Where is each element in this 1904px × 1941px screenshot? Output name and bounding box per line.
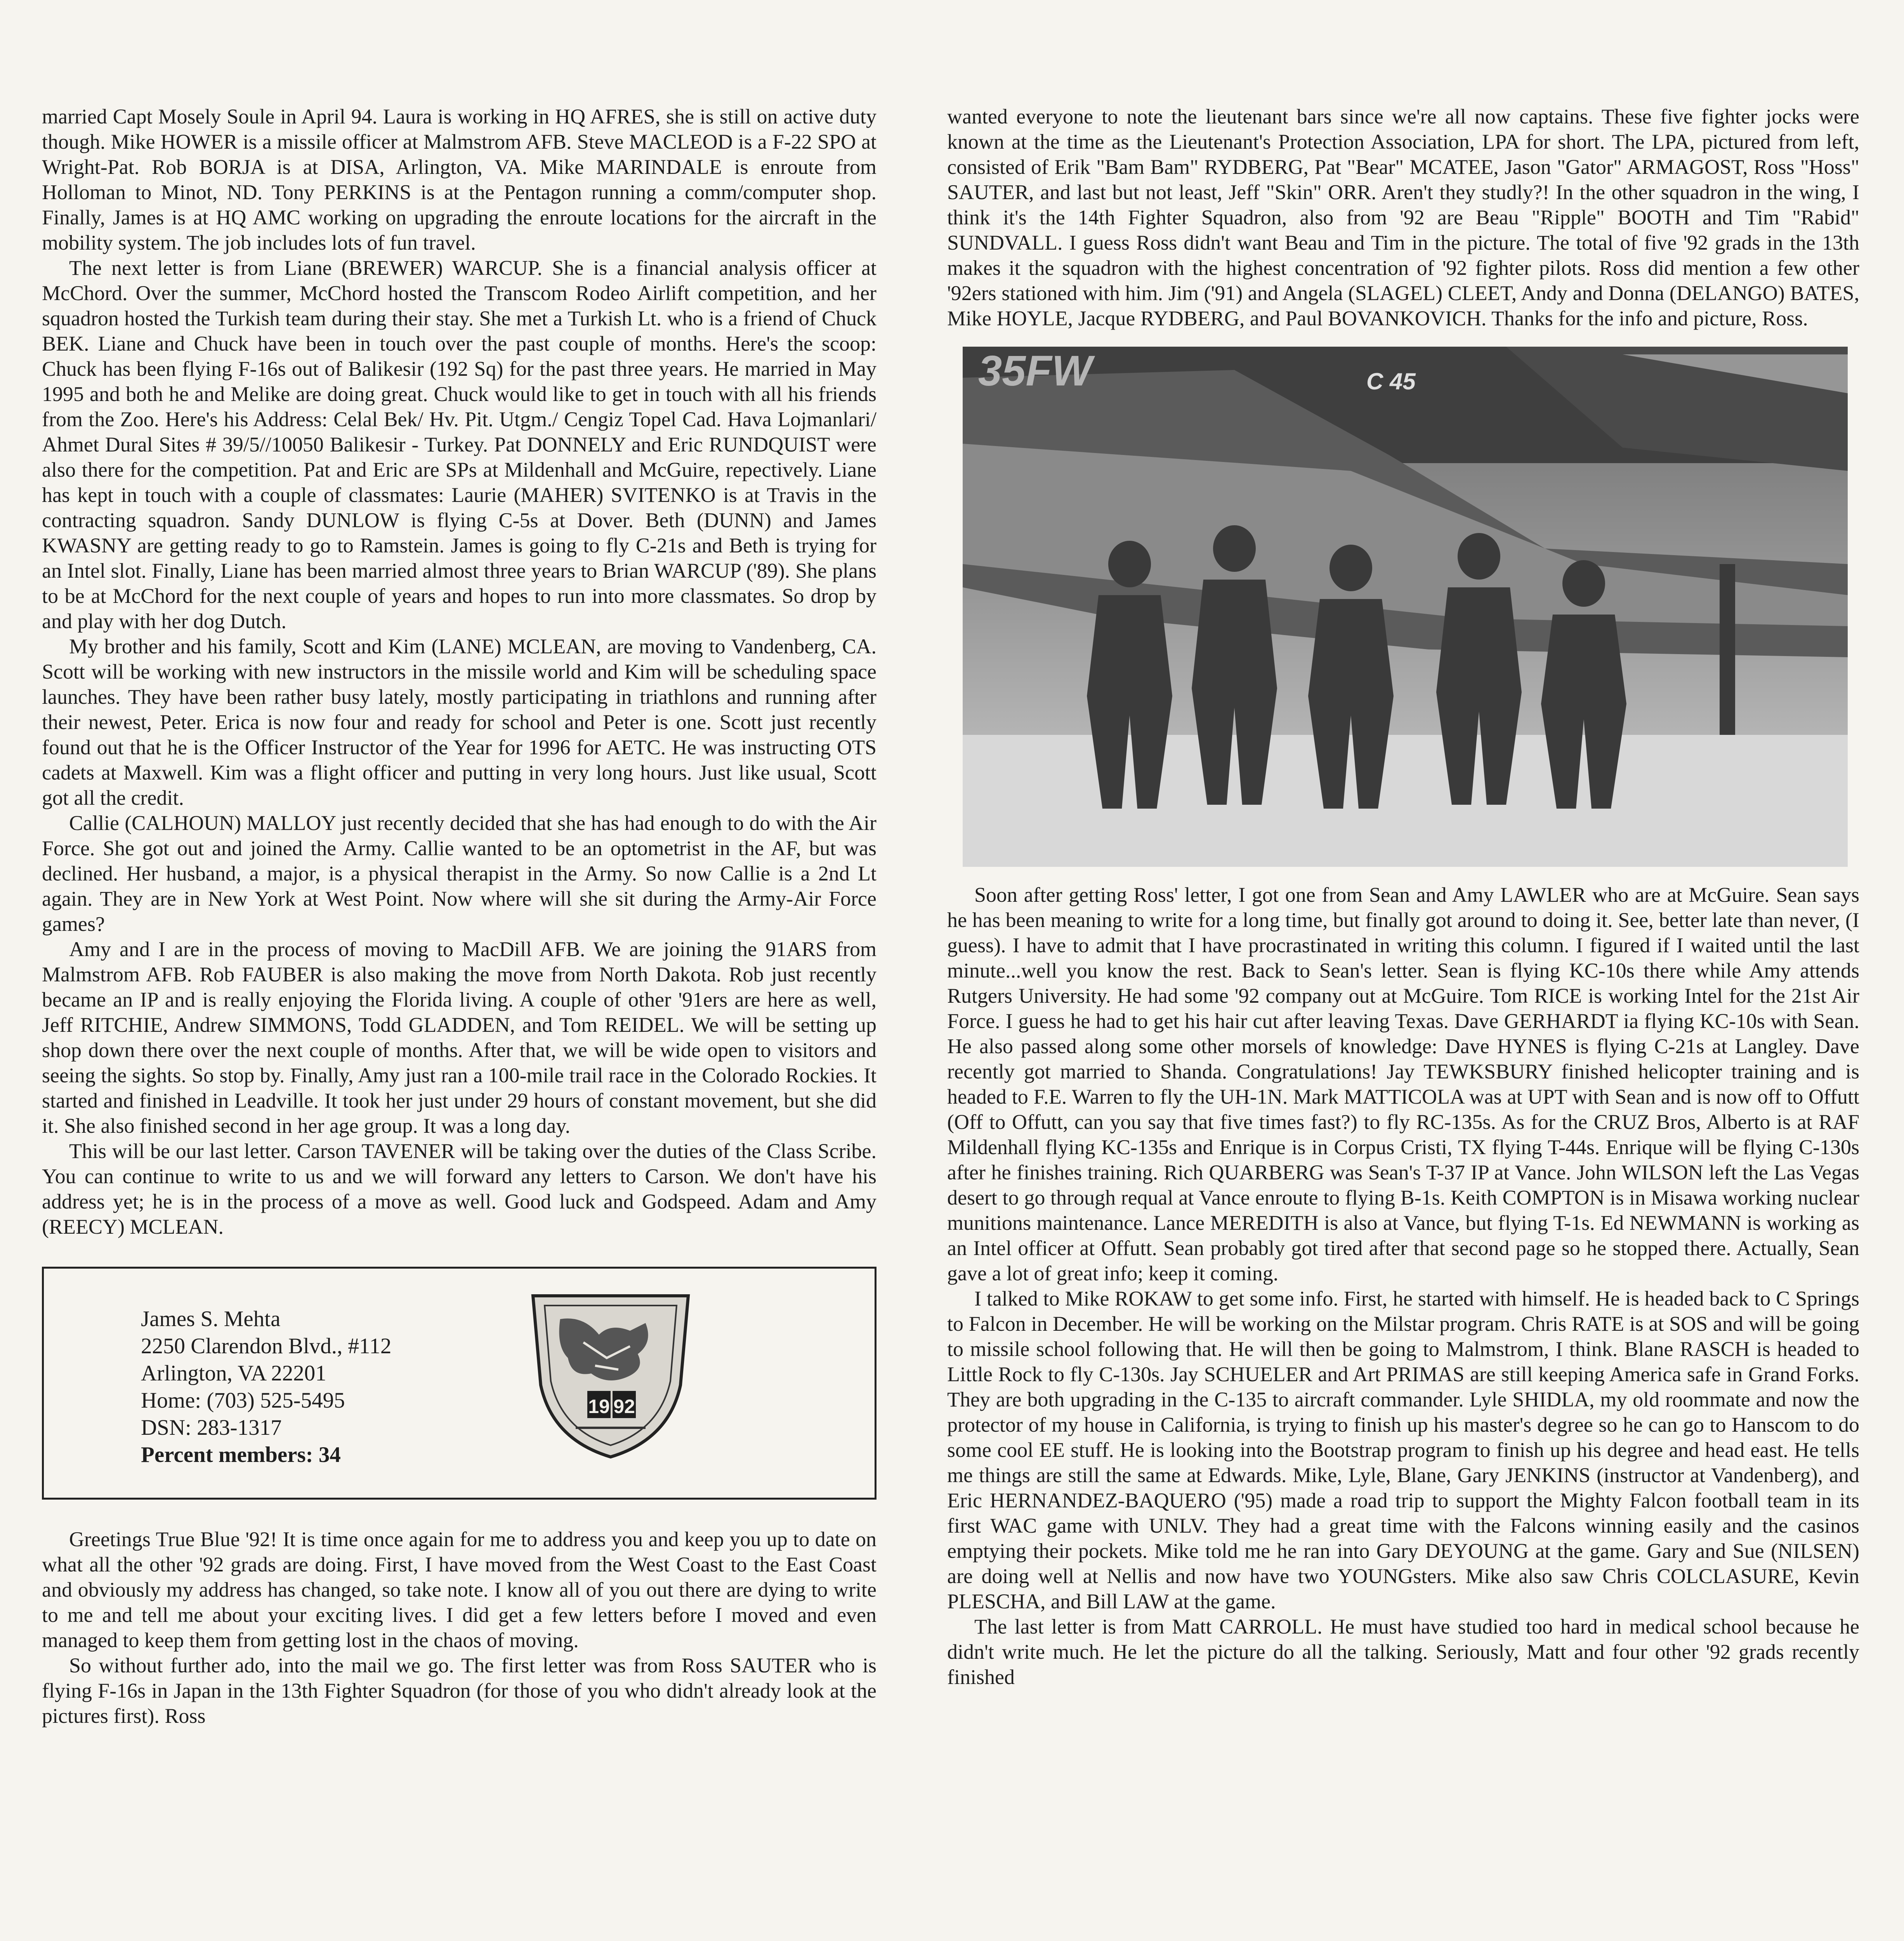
- pilots-photo: [963, 347, 1848, 867]
- aircraft-tail-marking: 35FW: [978, 347, 1092, 395]
- scribe-city: Arlington, VA 22201: [141, 1361, 326, 1385]
- scribe-name: James S. Mehta: [141, 1307, 281, 1331]
- scribe-contact: [141, 1306, 391, 1469]
- paragraph: I talked to Mike ROKAW to get some info. First, he started with himself. He is headed back to C Springs to Falcon in December. He will be working on the Milstar program. Chris RATE is at SOS and will be going to missile school following that. He will then be going to Malmstrom, I think. Blane RASCH is headed to Little Rock to fly C-130s. Jay SCHUELER and Art PRIMAS are still keeping America safe in Grand Forks. They are both upgrading in the C-135 to aircraft commander. Lyle SHIDLA, my old roommate and now the protector of my house in California, is trying to finish up his master's degree so he can go to Hanscom to do some cool EE stuff. He is looking into the Bootstrap program to finish up his degree and head east. He tells me things are still the same at Edwards. Mike, Lyle, Blane, Gary JENKINS (instructor at Vandenberg), and Eric HERNANDEZ-BAQUERO ('95) made a road trip to support the Mighty Falcon football team in its first WAC game with UNLV. They had a great time with the Falcons winning easily and the casinos emptying their pockets. Mike told me he ran into Gary DEYOUNG at the game. Gary and Sue (NILSEN) are doing well at Nellis and now have two YOUNGsters. Mike also saw Chris COLCLASURE, Kevin PLESCHA, and Bill LAW at the game.: [947, 1287, 1859, 1613]
- percent-members: Percent members: 34: [141, 1443, 341, 1467]
- paragraph: Soon after getting Ross' letter, I got one from Sean and Amy LAWLER who are at McGuire. Sean says he has been meaning to write for a long time, but finally got around to doing it. See, better late than never, (I guess). I have to admit that I have procrastinated in writing this column. I figured if I waited until the last minute...well you know the rest. Back to Sean's letter. Sean is flying KC-10s there while Amy attends Rutgers University. He had some '92 company out at McGuire. Tom RICE is working Intel for the 21st Air Force. I guess he had to get his hair cut after leaving Texas. Dave GERHARDT ia flying KC-10s with Sean. He also passed along some other morsels of knowledge: Dave HYNES is flying C-21s at Langley. Dave recently got married to Shanda. Congratulations! Jay TEWKSBURY finished helicopter training and is headed to F.E. Warren to fly the UH-1N. Mark MATTICOLA was at UPT with Sean and is now off to Offutt (Off to Offutt, can you say that five times fast?) to fly RC-135s. As for the CRUZ Bros, Alberto is at RAF Mildenhall flying KC-135s and Enrique is in Corpus Cristi, TX flying T-44s. Enrique will be flying C-130s after he finishes training. Rich QUARBERG was Sean's T-37 IP at Vance. John WILSON left the Las Vegas desert to go through requal at Vance enroute to flying B-1s. Keith COMPTON is in Misawa working nuclear munitions maintenance. Lance MEREDITH is also at Vance, but flying T-1s. Ed NEWMANN is working as an Intel officer at Offutt. Sean probably got tired after that second page so he stopped there. Actually, Sean gave a lot of great info; keep it coming.: [947, 883, 1859, 1285]
- paragraph: wanted everyone to note the lieutenant bars since we're all now captains. These five fighter jocks were known at the time as the Lieutenant's Protection Association, LPA for short. The LPA, pictured from left, consisted of Erik "Bam Bam" RYDBERG, Pat "Bear" MCATEE, Jason "Gator" ARMAGOST, Ross "Hoss" SAUTER, and last but not least, Jeff "Skin" ORR. Aren't they studly?! In the other squadron in the wing, I think it's the 14th Fighter Squadron, also from '92 are Beau "Ripple" BOOTH and Tim "Rabid" SUNDVALL. I guess Ross didn't want Beau and Tim in the picture. The total of five '92 grads in the 13th makes it the squadron with the highest concentration of '92 fighter pilots. Ross did mention a few other '92ers stationed with him. Jim ('91) and Angela (SLAGEL) CLEET, Andy and Donna (DELANGO) BATES, Mike HOYLE, Jacque RYDBERG, and Paul BOVANKOVICH. Thanks for the info and picture, Ross.: [947, 105, 1859, 330]
- paragraph: Amy and I are in the process of moving to MacDill AFB. We are joining the 91ARS from Malmstrom AFB. Rob FAUBER is also making the move from North Dakota. Rob just recently became an IP and is really enjoying the Florida living. A couple of other '91ers are here as well, Jeff RITCHIE, Andrew SIMMONS, Todd GLADDEN, and Tom REIDEL. We will be setting up shop down there over the next couple of months. After that, we will be wide open to visitors and seeing the sights. So stop by. Finally, Amy just ran a 100-mile trail race in the Colorado Rockies. It started and finished in Leadville. It took her just under 29 hours of constant movement, but she did it. She also finished second in her age group. It was a long day.: [42, 938, 876, 1137]
- scribe-home-phone: Home: (703) 525-5495: [141, 1388, 345, 1413]
- aircraft-tail-number: C 45: [1366, 368, 1416, 394]
- scribe-dsn: DSN: 283-1317: [141, 1415, 282, 1440]
- class-crest-icon: [529, 1288, 692, 1459]
- paragraph: The last letter is from Matt CARROLL. He must have studied too hard in medical school because he didn't write much. He let the picture do all the talking. Seriously, Matt and four other '92 grads recently finished: [947, 1615, 1859, 1689]
- scribe-address-box: [42, 1267, 876, 1500]
- scribe-street: 2250 Clarendon Blvd., #112: [141, 1334, 392, 1358]
- paragraph: Callie (CALHOUN) MALLOY just recently decided that she has had enough to do with the Air Force. She got out and joined the Army. Callie wanted to be an optometrist in the AF, but was declined. Her husband, a major, is a physical therapist in the Army. So now Callie is a 2nd Lt again. They are in New York at West Point. Now where will she sit during the Army-Air Force games?: [42, 811, 876, 936]
- paragraph: So without further ado, into the mail we go. The first letter was from Ross SAUTER who is flying F-16s in Japan in the 13th Fighter Squadron (for those of you who didn't already look at the pictures first). Ross: [42, 1654, 876, 1727]
- paragraph: The next letter is from Liane (BREWER) WARCUP. She is a financial analysis officer at McChord. Over the summer, McChord hosted the Transcom Rodeo Airlift competition, and her squadron hosted the Turkish team during their stay. She met a Turkish Lt. who is a friend of Chuck BEK. Liane and Chuck have been in touch over the past couple of months. Here's the scoop: Chuck has been flying F-16s out of Balikesir (192 Sq) for the past three years. He married in May 1995 and both he and Melike are doing great. Chuck would like to get in touch with all his friends from the Zoo. Here's his Address: Celal Bek/ Hv. Pit. Utgm./ Cengiz Topel Cad. Hava Lojmanlari/ Ahmet Dural Sites # 39/5//10050 Balikesir - Turkey. Pat DONNELY and Eric RUNDQUIST were also there for the competition. Pat and Eric are SPs at Mildenhall and McGuire, repectively. Liane has kept in touch with a couple of classmates: Laurie (MAHER) SVITENKO is at Travis in the contracting squadron. Sandy DUNLOW is flying C-5s at Dover. Beth (DUNN) and James KWASNY are getting ready to go to Ramstein. James is going to fly C-21s and Beth is trying for an Intel slot. Finally, Liane has been married almost three years to Brian WARCUP ('89). She plans to be at McChord for the next couple of years and hopes to run into more classmates. So drop by and play with her dog Dutch.: [42, 256, 876, 633]
- crest-year-left: 19: [588, 1396, 610, 1417]
- left-column: [42, 104, 876, 1729]
- paragraph: My brother and his family, Scott and Kim (LANE) MCLEAN, are moving to Vandenberg, CA. Scott will be working with new instructors in the missile world and Kim will be scheduling space launches. They have been rather busy lately, mostly participating in triathlons and running after their newest, Peter. Erica is now four and ready for school and Peter is one. Scott just recently found out that he is the Officer Instructor of the Year for 1996 for AETC. He was instructing OTS cadets at Maxwell. Kim was a flight officer and putting in very long hours. Just like usual, Scott got all the credit.: [42, 635, 876, 809]
- right-column: [947, 104, 1859, 1690]
- paragraph: married Capt Mosely Soule in April 94. Laura is working in HQ AFRES, she is still on active duty though. Mike HOWER is a missile officer at Malmstrom AFB. Steve MACLEOD is a F-22 SPO at Wright-Pat. Rob BORJA is at DISA, Arlington, VA. Mike MARINDALE is enroute from Holloman to Minot, ND. Tony PERKINS is at the Pentagon running a comm/computer shop. Finally, James is at HQ AMC working on upgrading the enroute locations for the aircraft in the mobility system. The job includes lots of fun travel.: [42, 105, 876, 254]
- paragraph: Greetings True Blue '92! It is time once again for me to address you and keep you up to date on what all the other '92 grads are doing. First, I have moved from the West Coast to the East Coast and obviously my address has changed, so take note. I know all of you out there are dying to write to me and tell me about your exciting lives. I did get a few letters before I moved and even managed to keep them from getting lost in the chaos of moving.: [42, 1528, 876, 1652]
- paragraph: This will be our last letter. Carson TAVENER will be taking over the duties of the Class Scribe. You can continue to write to us and we will forward any letters to Carson. We don't have his address yet; he is in the process of a move as well. Good luck and Godspeed. Adam and Amy (REECY) MCLEAN.: [42, 1139, 876, 1238]
- crest-year-right: 92: [613, 1396, 635, 1417]
